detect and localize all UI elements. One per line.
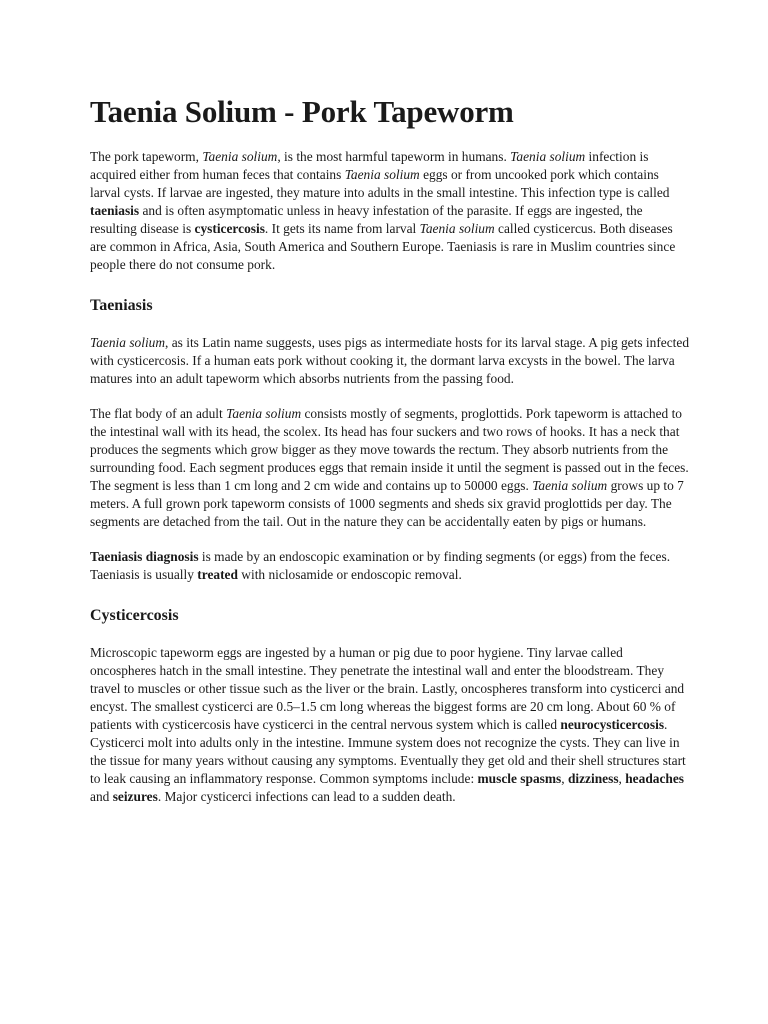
- text-run: grows up to 7 meters. A full grown pork tapeworm consists of 1000 segments and sheds six gravid proglottids per day. The segments are detached from the tail. Out in the nature they can be accidentally eaten by pigs or humans.: [90, 478, 684, 529]
- italic-term: Taenia solium: [202, 149, 278, 164]
- text-run: with niclosamide or endoscopic removal.: [237, 567, 462, 582]
- taeniasis-paragraph-2: [90, 405, 690, 531]
- bold-term: cysticercosis: [194, 221, 265, 236]
- italic-term: Taenia solium: [419, 221, 495, 236]
- italic-term: Taenia solium: [90, 335, 166, 350]
- text-run: and is often asymptomatic unless in heavy infestation of the parasite. If eggs are ingested, the resulting disease is: [90, 203, 643, 236]
- text-run: ,: [618, 771, 626, 786]
- text-run: eggs or from uncooked pork which contains larval cysts. If larvae are ingested, they mature into adults in the small intestine. This infection type is called: [90, 167, 670, 200]
- bold-term: seizures: [112, 789, 158, 804]
- document-page: [90, 94, 690, 823]
- text-run: infection is acquired either from human feces that contains: [90, 149, 649, 182]
- bold-term: neurocysticercosis: [560, 717, 665, 732]
- italic-term: Taenia solium: [226, 406, 302, 421]
- italic-term: Taenia solium: [510, 149, 586, 164]
- text-run: Microscopic tapeworm eggs are ingested by a human or pig due to poor hygiene. Tiny larvae called oncospheres hatch in the small intestine. They penetrate the intestinal wall and enter the bloodstream. They travel to muscles or other tissue such as the liver or the brain. Lastly, oncospheres transform into cysticerci and encyst. The smallest cysticerci are 0.5–1.5 cm long whereas the biggest forms are 20 cm long. About 60 % of patients with cysticercosis have cysticerci in the central nervous system which is called: [90, 645, 685, 732]
- text-run: , as its Latin name suggests, uses pigs as intermediate hosts for its larval stage. A pig gets infected with cysticercosis. If a human eats pork without cooking it, the dormant larva excysts in the bowel. The larva matures into an adult tapeworm which absorbs nutrients from the passing food.: [90, 335, 690, 386]
- text-run: consists mostly of segments, proglottids. Pork tapeworm is attached to the intestinal wall with its head, the scolex. Its head has four suckers and two rows of hooks. It has a neck that produces the segments which grow bigger as they move towards the rectum. They absorb nutrients from the surrounding food. Each segment produces eggs that remain inside it until the segment is passed out in the feces. The segment is less than 1 cm long and 2 cm wide and contains up to 50000 eggs.: [90, 406, 689, 493]
- section-heading-cysticercosis: Cysticercosis: [90, 607, 179, 624]
- intro-paragraph: [90, 148, 690, 274]
- text-run: The pork tapeworm,: [90, 149, 203, 164]
- text-run: The flat body of an adult: [90, 406, 227, 421]
- text-run: . Major cysticerci infections can lead to a sudden death.: [157, 789, 456, 804]
- text-run: ,: [561, 771, 568, 786]
- italic-term: Taenia solium: [344, 167, 420, 182]
- page-title: Taenia Solium - Pork Tapeworm: [90, 94, 514, 129]
- bold-term: headaches: [625, 771, 685, 786]
- text-run: . It gets its name from larval: [264, 221, 420, 236]
- text-run: called cysticercus. Both diseases are common in Africa, Asia, South America and Southern Europe. Taeniasis is rare in Muslim countries since people there do not consume pork.: [90, 221, 676, 272]
- bold-term: treated: [197, 567, 238, 582]
- bold-term: taeniasis: [90, 203, 140, 218]
- section-heading-taeniasis: Taeniasis: [90, 297, 153, 314]
- bold-term: dizziness: [567, 771, 619, 786]
- taeniasis-diagnosis-paragraph: [90, 548, 690, 584]
- taeniasis-paragraph-1: [90, 334, 690, 388]
- italic-term: Taenia solium: [532, 478, 608, 493]
- text-run: . Cysticerci molt into adults only in the intestine. Immune system does not recognize the cysts. They can live in the tissue for many years without causing any symptoms. Eventually they get old and their shell structures start to leak causing an inflammatory response. Common symptoms include:: [90, 717, 686, 786]
- text-run: and: [90, 789, 113, 804]
- text-run: is made by an endoscopic examination or by finding segments (or eggs) from the feces. Taeniasis is usually: [90, 549, 671, 582]
- text-run: , is the most harmful tapeworm in humans.: [277, 149, 511, 164]
- cysticercosis-paragraph: [90, 644, 690, 806]
- bold-term: muscle spasms: [477, 771, 562, 786]
- bold-term: Taeniasis diagnosis: [90, 549, 199, 564]
